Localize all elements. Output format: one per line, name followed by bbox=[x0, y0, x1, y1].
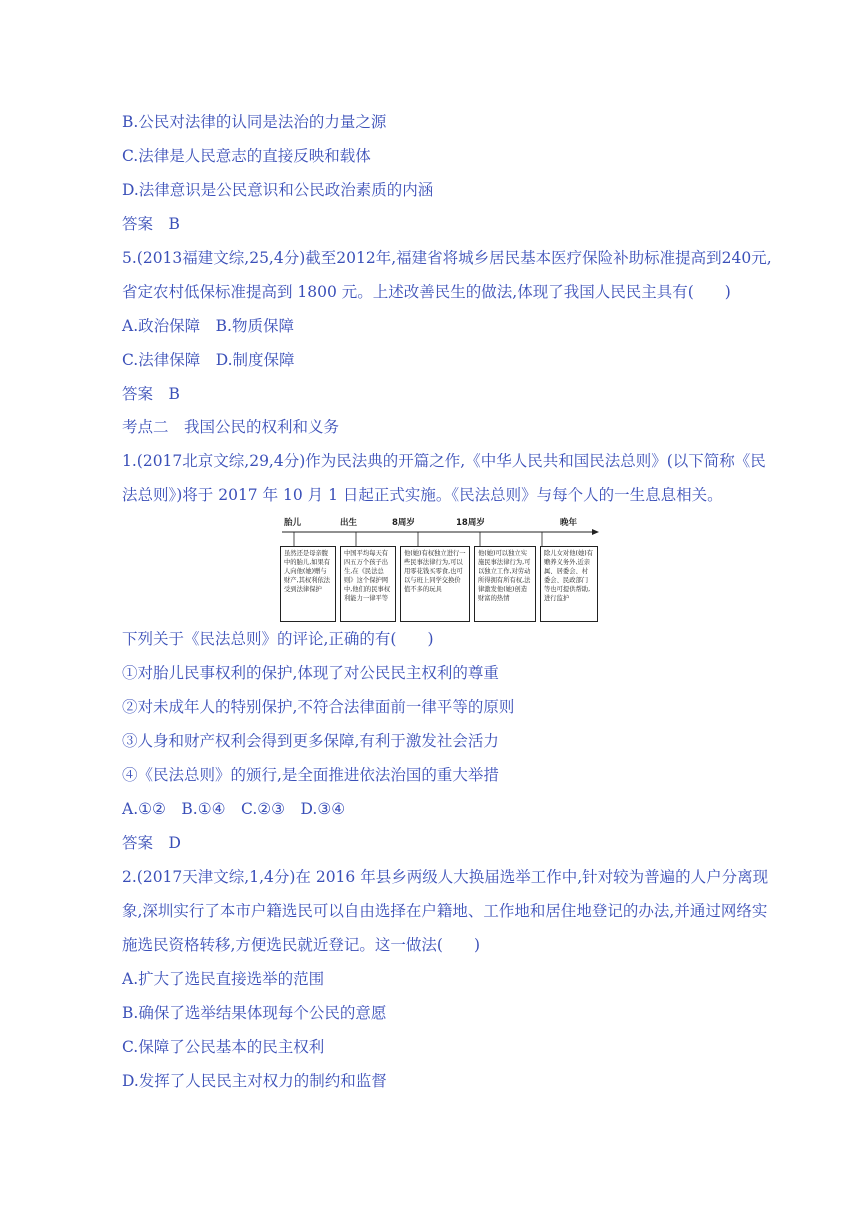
timeline-box-fetus: 虽然还是母亲腹中的胎儿,如果有人向他(她)赠与财产,其权利依法受到法律保护 bbox=[280, 546, 336, 622]
options-cd-line: C.法律保障 D.制度保障 bbox=[122, 351, 295, 369]
option-b-line: B.确保了选举结果体现每个公民的意愿 bbox=[122, 1004, 387, 1022]
question-stem: 下列关于《民法总则》的评论,正确的有( ) bbox=[122, 630, 434, 648]
section-heading: 考点二 我国公民的权利和义务 bbox=[122, 418, 340, 436]
option-a-line: A.扩大了选民直接选举的范围 bbox=[122, 970, 325, 988]
answer-line: 答案 B bbox=[122, 215, 180, 233]
answer-line: 答案 D bbox=[122, 834, 181, 852]
timeline-box-age-18: 他(她)可以独立实施民事法律行为,可以独立工作,对劳动所得拥有所有权,法律激发他(她)创造财富的热情 bbox=[474, 546, 536, 622]
question-5-line-2: 省定农村低保标准提高到 1800 元。上述改善民生的做法,体现了我国人民民主具有( ) bbox=[122, 283, 731, 301]
question-5-line-1: 5.(2013福建文综,25,4分)截至2012年,福建省将城乡居民基本医疗保险补助标准提高到240元, bbox=[122, 249, 772, 267]
option-d-line: D.发挥了人民民主对权力的制约和监督 bbox=[122, 1072, 387, 1090]
life-timeline-figure bbox=[280, 510, 600, 626]
statement-1: ①对胎儿民事权利的保护,体现了对公民民主权利的尊重 bbox=[122, 664, 499, 682]
answer-line: 答案 B bbox=[122, 385, 180, 403]
statement-2: ②对未成年人的特别保护,不符合法律面前一律平等的原则 bbox=[122, 698, 515, 716]
options-ab-line: A.政治保障 B.物质保障 bbox=[122, 317, 294, 335]
timeline-label-old-age: 晚年 bbox=[560, 518, 578, 528]
statement-3: ③人身和财产权利会得到更多保障,有利于激发社会活力 bbox=[122, 732, 499, 750]
timeline-label-fetus: 胎儿 bbox=[284, 518, 302, 528]
timeline-box-birth: 中国平均每天有四五万个孩子出生,在《民法总则》这个保护网中,他们的民事权利能力一律平等 bbox=[340, 546, 396, 622]
statement-4: ④《民法总则》的颁行,是全面推进依法治国的重大举措 bbox=[122, 766, 499, 784]
question-1-line-2: 法总则》)将于 2017 年 10 月 1 日起正式实施。《民法总则》与每个人的一生息息相关。 bbox=[122, 486, 723, 504]
timeline-label-age-18: 18周岁 bbox=[456, 518, 485, 528]
question-2-line-2: 象,深圳实行了本市户籍选民可以自由选择在户籍地、工作地和居住地登记的办法,并通过网络实 bbox=[122, 902, 768, 920]
options-line: A.①② B.①④ C.②③ D.③④ bbox=[122, 800, 346, 818]
timeline-label-birth: 出生 bbox=[340, 518, 358, 528]
timeline-label-age-8: 8周岁 bbox=[392, 518, 415, 528]
question-2-line-3: 施选民资格转移,方便选民就近登记。这一做法( ) bbox=[122, 936, 481, 954]
option-c-line: C.法律是人民意志的直接反映和载体 bbox=[122, 147, 371, 165]
option-d-line: D.法律意识是公民意识和公民政治素质的内涵 bbox=[122, 181, 434, 199]
timeline-box-old-age: 除儿女对他(她)有赡养义务外,近亲属、居委会、村委会、民政部门等也可提供帮助,进行监护 bbox=[540, 546, 598, 622]
question-1-line-1: 1.(2017北京文综,29,4分)作为民法典的开篇之作,《中华人民共和国民法总则》(以下简称《民 bbox=[122, 452, 766, 470]
option-b-line: B.公民对法律的认同是法治的力量之源 bbox=[122, 113, 387, 131]
option-c-line: C.保障了公民基本的民主权利 bbox=[122, 1038, 325, 1056]
timeline-box-age-8: 他(她)有权独立进行一些民事法律行为,可以用零花钱买零食,也可以与班上同学交换价值不多的玩具 bbox=[400, 546, 470, 622]
question-2-line-1: 2.(2017天津文综,1,4分)在 2016 年县乡两级人大换届选举工作中,针对较为普遍的人户分离现 bbox=[122, 868, 769, 886]
